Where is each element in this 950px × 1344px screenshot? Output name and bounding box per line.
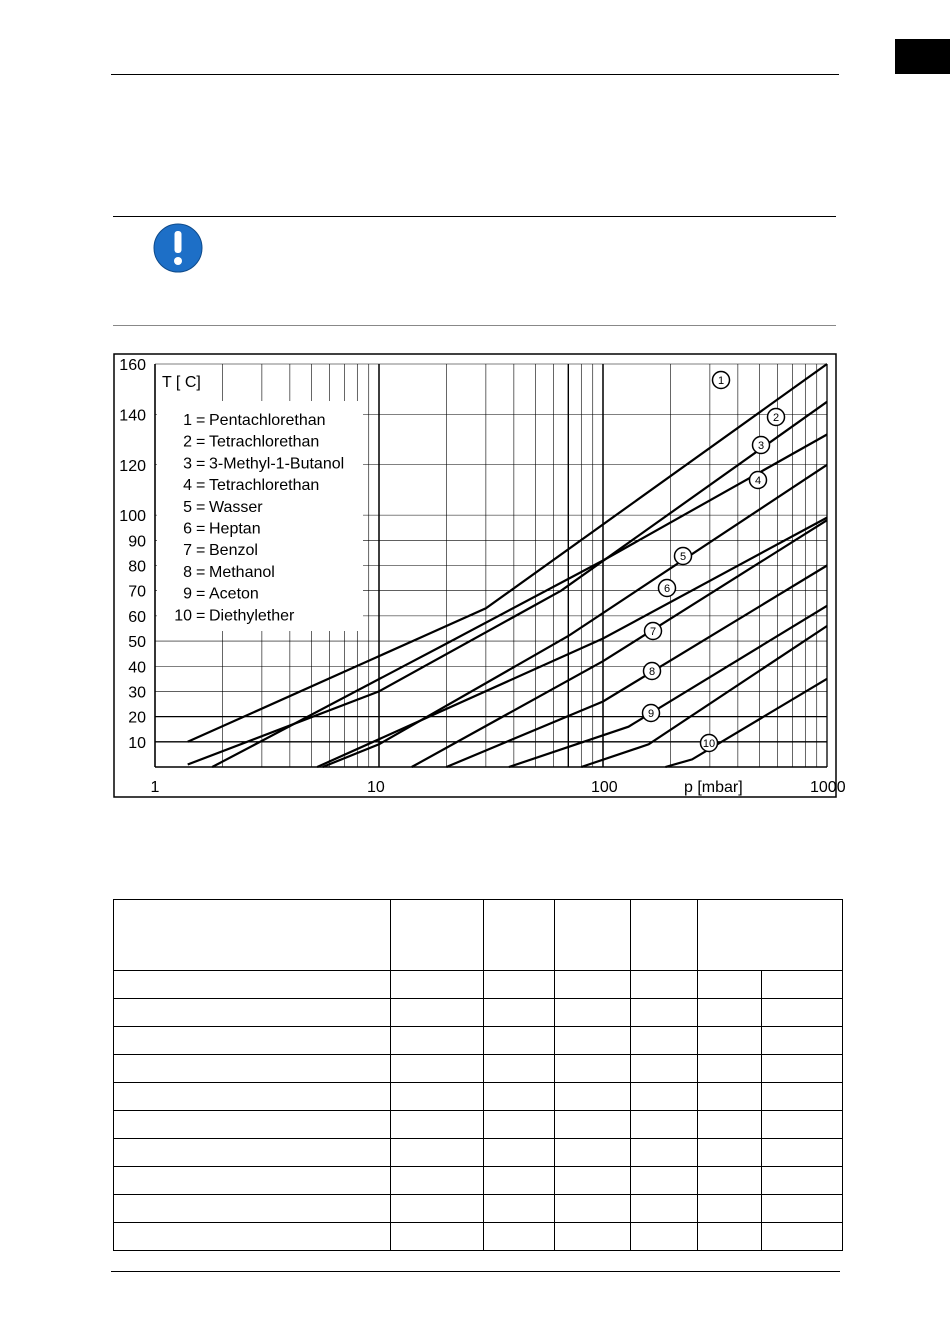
series-marker-label: 1 [717, 375, 725, 387]
table-cell [555, 999, 631, 1027]
table-row [114, 999, 843, 1027]
table-cell [631, 1223, 698, 1251]
table-cell [762, 999, 843, 1027]
y-tick-label: 60 [128, 608, 146, 626]
legend-entry: Pentachlorethan [209, 412, 326, 429]
legend-entry: Benzol [209, 542, 258, 560]
table-cell [555, 1139, 631, 1167]
legend-equals: = [196, 498, 206, 516]
table-cell [114, 1195, 391, 1223]
series-marker-label: 4 [754, 475, 762, 487]
table-cell [114, 1083, 391, 1111]
legend-equals: = [196, 433, 206, 451]
legend-equals: = [196, 563, 206, 581]
x-tick-label: 10 [367, 779, 385, 796]
table-cell [484, 1167, 555, 1195]
table-row [114, 1083, 843, 1111]
table-cell [114, 1139, 391, 1167]
y-tick-label: 40 [128, 659, 146, 677]
legend-number: 3 [183, 455, 192, 473]
table-cell [484, 1027, 555, 1055]
table-cell [555, 971, 631, 999]
table-row [114, 1167, 843, 1195]
table-header-cell [484, 900, 555, 971]
table-cell [555, 1055, 631, 1083]
note-top-rule [113, 216, 836, 217]
table-cell [114, 1223, 391, 1251]
table-cell [114, 999, 391, 1027]
note-bottom-rule [113, 325, 836, 326]
table-row [114, 1055, 843, 1083]
table-cell [391, 1027, 484, 1055]
table-header-cell [114, 900, 391, 971]
table-cell [484, 1111, 555, 1139]
legend-number: 10 [174, 607, 192, 625]
table-cell [762, 1139, 843, 1167]
table-cell [698, 971, 762, 999]
table-header-cell [391, 900, 484, 971]
table-cell [762, 1055, 843, 1083]
legend-number: 4 [183, 477, 192, 495]
table-cell [555, 1195, 631, 1223]
table-cell [631, 1195, 698, 1223]
table-cell [391, 1111, 484, 1139]
legend-entry: Wasser [209, 498, 263, 516]
table-cell [762, 1195, 843, 1223]
series-marker-label: 10 [702, 738, 716, 750]
table-cell [631, 1111, 698, 1139]
legend-number: 6 [183, 520, 192, 538]
table-cell [484, 1055, 555, 1083]
table-cell [631, 1167, 698, 1195]
table-row [114, 1027, 843, 1055]
table-row [114, 1195, 843, 1223]
legend-entry: Diethylether [209, 607, 295, 625]
table-cell [114, 1111, 391, 1139]
chapter-tab [895, 39, 950, 74]
table-cell [555, 1223, 631, 1251]
table-cell [114, 971, 391, 999]
chart-legend [157, 401, 363, 631]
legend-number: 5 [183, 498, 192, 516]
legend-entry: Heptan [209, 520, 261, 538]
legend-entry: 3-Methyl-1-Butanol [209, 455, 345, 473]
series-marker-label: 9 [647, 708, 655, 720]
series-marker-label: 2 [772, 412, 780, 424]
table-cell [631, 971, 698, 999]
table-cell [484, 971, 555, 999]
table-cell [762, 1027, 843, 1055]
table-header-row [114, 900, 843, 971]
table-cell [391, 1055, 484, 1083]
table-row [114, 1139, 843, 1167]
series-marker-label: 6 [663, 583, 671, 595]
legend-number: 1 [183, 412, 192, 429]
table-row [114, 971, 843, 999]
important-note-icon [151, 221, 205, 275]
y-tick-label: 100 [119, 508, 146, 526]
table-cell [391, 1167, 484, 1195]
table-cell [555, 1167, 631, 1195]
table-cell [555, 1083, 631, 1111]
legend-number: 8 [183, 563, 192, 581]
legend-number: 7 [183, 542, 192, 560]
legend-equals: = [196, 520, 206, 538]
y-tick-label: 160 [119, 357, 146, 374]
y-tick-label: 50 [128, 634, 146, 652]
table-cell [484, 1223, 555, 1251]
table-cell [484, 1083, 555, 1111]
table-cell [391, 971, 484, 999]
legend-equals: = [196, 585, 206, 603]
table-cell [698, 1027, 762, 1055]
series-marker-label: 5 [679, 551, 687, 563]
legend-entry: Aceton [209, 585, 259, 603]
table-cell [114, 1027, 391, 1055]
series-marker-label: 7 [649, 626, 657, 638]
y-axis-title: T [ C] [162, 374, 201, 391]
table-cell [762, 1083, 843, 1111]
table-cell [698, 1139, 762, 1167]
table-cell [484, 999, 555, 1027]
table-cell [698, 1111, 762, 1139]
table-row [114, 1111, 843, 1139]
legend-entry: Tetrachlorethan [209, 477, 320, 495]
legend-entry: Tetrachlorethan [209, 433, 320, 451]
y-tick-label: 120 [119, 457, 146, 475]
legend-equals: = [196, 455, 206, 473]
table-cell [698, 1167, 762, 1195]
legend-equals: = [196, 477, 206, 495]
table-cell [114, 1167, 391, 1195]
chart-svg [113, 353, 846, 798]
legend-entry: Methanol [209, 563, 275, 581]
table-row [114, 1223, 843, 1251]
series-marker-label: 3 [757, 440, 765, 452]
x-tick-label: 1000 [810, 779, 846, 796]
vapor-pressure-chart [113, 353, 846, 798]
table-cell [631, 1139, 698, 1167]
table-cell [555, 1027, 631, 1055]
table-cell [391, 1195, 484, 1223]
y-tick-label: 10 [128, 734, 146, 752]
table-cell [484, 1195, 555, 1223]
table-cell [555, 1111, 631, 1139]
x-tick-label: 100 [591, 779, 618, 796]
y-tick-label: 30 [128, 684, 146, 702]
table-cell [698, 1055, 762, 1083]
header-rule [111, 74, 839, 75]
table-cell [698, 1083, 762, 1111]
y-tick-label: 20 [128, 709, 146, 727]
legend-equals: = [196, 412, 206, 429]
y-tick-label: 70 [128, 583, 146, 601]
y-tick-label: 140 [119, 407, 146, 425]
legend-number: 2 [183, 433, 192, 451]
x-tick-label: 1 [150, 779, 160, 796]
y-tick-label: 90 [128, 533, 146, 551]
legend-equals: = [196, 607, 206, 625]
table-cell [631, 1083, 698, 1111]
table-cell [391, 1223, 484, 1251]
table-cell [391, 999, 484, 1027]
legend-number: 9 [183, 585, 192, 603]
table-cell [391, 1139, 484, 1167]
table-cell [631, 1055, 698, 1083]
y-tick-label: 80 [128, 558, 146, 576]
table-cell [698, 999, 762, 1027]
table-header-cell [698, 900, 843, 971]
table-cell [762, 1111, 843, 1139]
legend-equals: = [196, 542, 206, 560]
table-cell [762, 971, 843, 999]
table-cell [631, 999, 698, 1027]
table-cell [762, 1223, 843, 1251]
table-cell [484, 1139, 555, 1167]
solvent-table [113, 899, 843, 1251]
table-cell [114, 1055, 391, 1083]
table-cell [631, 1027, 698, 1055]
table-header-cell [631, 900, 698, 971]
table-cell [762, 1167, 843, 1195]
table-cell [391, 1083, 484, 1111]
table-header-cell [555, 900, 631, 971]
table-cell [698, 1223, 762, 1251]
footer-rule [111, 1271, 840, 1272]
x-axis-title: p [mbar] [684, 779, 743, 796]
table-cell [698, 1195, 762, 1223]
series-marker-label: 8 [648, 666, 656, 678]
